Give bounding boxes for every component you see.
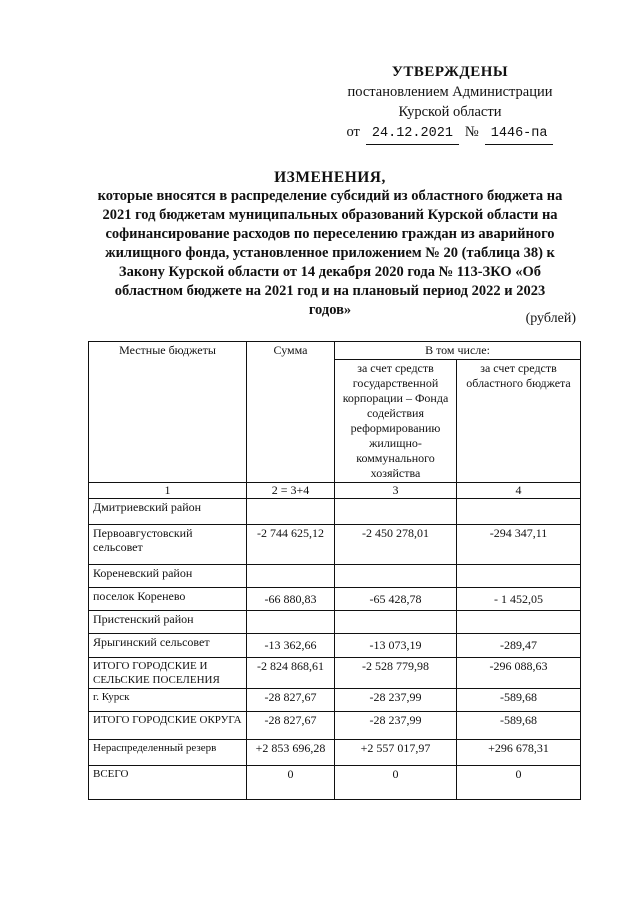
row-name: Пристенский район [89,611,247,634]
row-regional [457,611,581,634]
document-title [70,168,590,320]
row-regional: -289,47 [457,634,581,658]
table-row [89,740,581,766]
approval-line-1: постановлением Администрации [347,84,553,100]
approval-heading: УТВЕРЖДЕНЫ [391,64,509,80]
row-regional: 0 [457,766,581,800]
row-regional: - 1 452,05 [457,588,581,611]
table-row [89,611,581,634]
title-line-2: 2021 год бюджетам муниципальных образований Курской области на [102,207,558,223]
row-fund [335,499,457,525]
row-sum: -28 827,67 [247,689,335,712]
row-regional: -589,68 [457,689,581,712]
row-name: ИТОГО ГОРОДСКИЕ И СЕЛЬСКИЕ ПОСЕЛЕНИЯ [89,658,247,689]
row-fund [335,611,457,634]
row-sum: 0 [247,766,335,800]
row-fund: -2 450 278,01 [335,525,457,565]
row-name: ИТОГО ГОРОДСКИЕ ОКРУГА [89,712,247,740]
row-sum: -2 824 868,61 [247,658,335,689]
date-prefix: от [346,124,360,140]
row-fund: -13 073,19 [335,634,457,658]
number-prefix: № [464,124,479,140]
row-fund [335,565,457,588]
approval-date: 24.12.2021 [366,124,459,145]
header-including: В том числе: [335,342,581,360]
table-row [89,658,581,689]
row-name: ВСЕГО [89,766,247,800]
row-name: Кореневский район [89,565,247,588]
table-row [89,588,581,611]
table-row [89,525,581,565]
row-sum [247,565,335,588]
index-cell: 1 [89,483,247,499]
index-row [89,483,581,499]
row-name: Первоавгустовский сельсовет [89,525,247,565]
index-cell: 2 = 3+4 [247,483,335,499]
row-fund: -65 428,78 [335,588,457,611]
row-sum: -28 827,67 [247,712,335,740]
row-name: Нераспределенный резерв [89,740,247,766]
units-label: (рублей) [525,311,576,326]
row-sum: -66 880,83 [247,588,335,611]
title-line-5: Закону Курской области от 14 декабря 2020 года № 113-ЗКО «Об [118,264,542,280]
subsidy-table [88,341,581,800]
header-local-budgets: Местные бюджеты [89,342,247,483]
title-main: ИЗМЕНЕНИЯ, [274,169,386,186]
table-row [89,499,581,525]
row-fund: -28 237,99 [335,712,457,740]
table-row [89,712,581,740]
approval-number: 1446-па [485,124,554,145]
row-name: Ярыгинский сельсовет [89,634,247,658]
title-line-6: областном бюджете на 2021 год и на плановый период 2022 и 2023 [114,283,546,299]
row-name: Дмитриевский район [89,499,247,525]
row-fund: -28 237,99 [335,689,457,712]
approval-block [330,62,570,145]
title-line-3: софинансирование расходов по переселению граждан из аварийного [105,226,555,242]
title-line-1: которые вносятся в распределение субсидий из областного бюджета на [97,188,563,204]
approval-line-2: Курской области [398,104,502,120]
index-cell: 3 [335,483,457,499]
row-regional: -296 088,63 [457,658,581,689]
approval-date-line [330,122,570,145]
row-regional: +296 678,31 [457,740,581,766]
title-line-4: жилищного фонда, установленное приложением № 20 (таблица 38) к [105,245,555,261]
row-sum: +2 853 696,28 [247,740,335,766]
row-fund: 0 [335,766,457,800]
row-name: поселок Коренево [89,588,247,611]
row-regional [457,499,581,525]
row-fund: +2 557 017,97 [335,740,457,766]
row-sum [247,611,335,634]
table-row [89,565,581,588]
title-line-7: годов» [308,302,352,318]
row-name: г. Курск [89,689,247,712]
row-sum: -2 744 625,12 [247,525,335,565]
table-row [89,634,581,658]
row-regional: -589,68 [457,712,581,740]
header-fund: за счет средств государственной корпорации – Фонда содействия реформированию жилищно-коммунального хозяйства [335,360,457,483]
table-row [89,766,581,800]
header-sum: Сумма [247,342,335,483]
table-row [89,689,581,712]
row-regional: -294 347,11 [457,525,581,565]
row-sum: -13 362,66 [247,634,335,658]
index-cell: 4 [457,483,581,499]
header-regional: за счет средств областного бюджета [457,360,581,483]
row-fund: -2 528 779,98 [335,658,457,689]
row-regional [457,565,581,588]
row-sum [247,499,335,525]
